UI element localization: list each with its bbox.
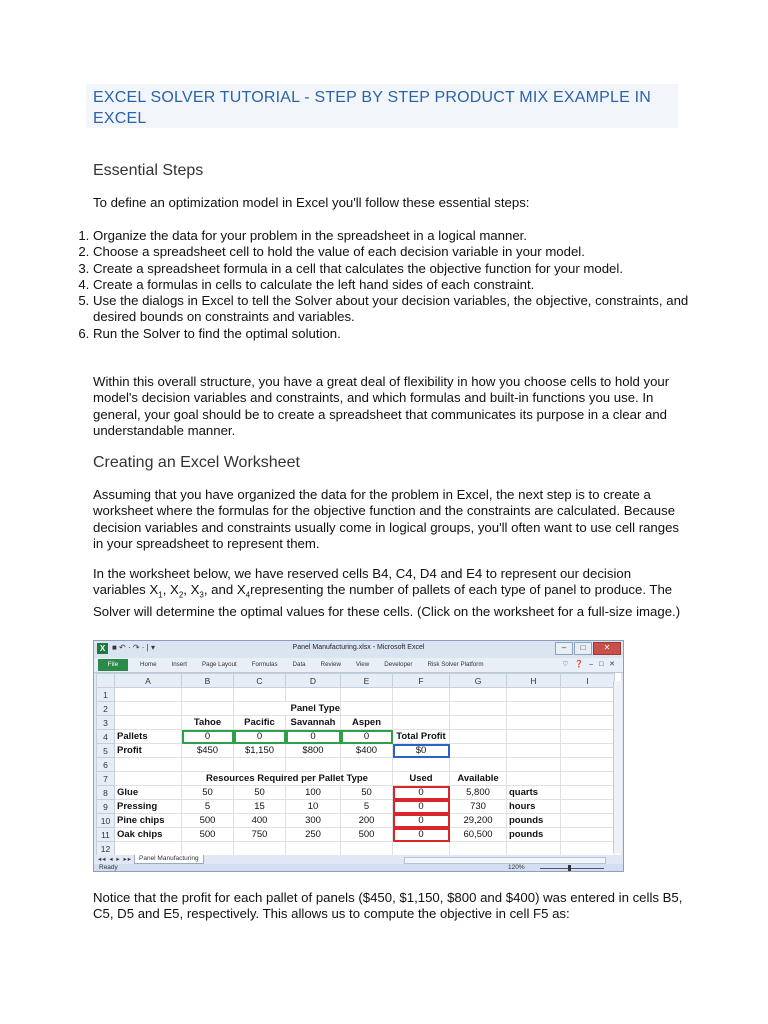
corner-cell: [97, 674, 115, 688]
cell: Pressing: [115, 800, 182, 814]
spreadsheet-grid: [96, 673, 621, 855]
ribbon-tab: Insert: [171, 661, 187, 668]
section-heading-worksheet: Creating an Excel Worksheet: [93, 454, 300, 471]
cell: 50: [182, 786, 234, 800]
worksheet-paragraph: Assuming that you have organized the data for the problem in Excel, the next step is to create a worksheet where the formulas for the objective function and the constraints are calculated. Because decision variables and constraints usually come in logical groups, you'll often want to use cell ranges in your spreadsheet to represent them.: [93, 487, 680, 551]
ribbon-tab: Risk Solver Platform: [427, 661, 484, 668]
cell: 50: [341, 786, 393, 800]
table-row: [97, 758, 615, 772]
cell: Total Profit: [393, 730, 450, 744]
cell: $800: [286, 744, 341, 758]
column-header: H: [507, 674, 561, 688]
cell: pounds: [507, 814, 561, 828]
cell-resources-header: Resources Required per Pallet Type: [182, 772, 393, 786]
row-header: 8: [97, 786, 115, 800]
column-header: E: [341, 674, 393, 688]
cell: 750: [234, 828, 286, 842]
row-header: 5: [97, 744, 115, 758]
table-row: [97, 842, 615, 856]
cell: $1,150: [234, 744, 286, 758]
zoom-level: 120%: [508, 864, 525, 871]
constraint-cell[interactable]: 0: [393, 828, 450, 842]
status-bar: [94, 864, 623, 872]
column-header: A: [115, 674, 182, 688]
cell: Oak chips: [115, 828, 182, 842]
steps-list: [57, 228, 719, 342]
ribbon-tab: View: [355, 661, 370, 668]
table-row: [97, 702, 615, 716]
cell: 29,200: [450, 814, 507, 828]
constraint-cell[interactable]: 0: [393, 786, 450, 800]
cell: $400: [341, 744, 393, 758]
cell: Profit: [115, 744, 182, 758]
row-header: 10: [97, 814, 115, 828]
cell: Pacific: [234, 716, 286, 730]
step-item: 3. Create a spreadsheet formula in a cell that calculates the objective function for your model.: [93, 261, 719, 277]
cell: $450: [182, 744, 234, 758]
sheet-tab[interactable]: Panel Manufacturing: [134, 855, 204, 864]
row-header: 1: [97, 688, 115, 702]
cell: 250: [286, 828, 341, 842]
sheet-tab-bar: [94, 855, 623, 864]
decision-cell[interactable]: 0: [341, 730, 393, 744]
constraint-cell[interactable]: 0: [393, 800, 450, 814]
page-title: EXCEL SOLVER TUTORIAL - STEP BY STEP PRODUCT MIX EXAMPLE IN EXCEL: [86, 84, 678, 128]
step-item: 6. Run the Solver to find the optimal solution.: [93, 326, 719, 342]
quick-access-toolbar: ■ ↶ · ↷ · | ▾: [112, 643, 155, 652]
decision-cell[interactable]: 0: [182, 730, 234, 744]
column-header: F: [393, 674, 450, 688]
ribbon-tab: Formulas: [251, 661, 278, 668]
step-item: 4. Create a formulas in cells to calculate the left hand sides of each constraint.: [93, 277, 719, 293]
decision-cell[interactable]: 0: [234, 730, 286, 744]
minimize-icon: –: [555, 642, 573, 655]
profit-paragraph: Notice that the profit for each pallet of panels ($450, $1,150, $800 and $400) was entered in cells B5, C5, D5 and E5, respectively. This allows us to compute the objective in cell F5 as:: [93, 890, 683, 922]
excel-logo-icon: X: [97, 643, 108, 654]
column-header: G: [450, 674, 507, 688]
table-row: [97, 786, 615, 800]
excel-ribbon: [94, 658, 623, 673]
cell: Used: [393, 772, 450, 786]
cell: hours: [507, 800, 561, 814]
cell: Tahoe: [182, 716, 234, 730]
table-row: [97, 688, 615, 702]
cell: 500: [341, 828, 393, 842]
cell: 100: [286, 786, 341, 800]
ribbon-help-icons: ♡ ❓ – □ ✕: [562, 661, 617, 668]
step-item: 2. Choose a spreadsheet cell to hold the value of each decision variable in your model.: [93, 244, 719, 260]
cell: 730: [450, 800, 507, 814]
step-item: 1. Organize the data for your problem in the spreadsheet in a logical manner.: [93, 228, 719, 244]
cell: 5: [341, 800, 393, 814]
cell: 400: [234, 814, 286, 828]
ribbon-tab: Review: [320, 661, 341, 668]
row-header: 7: [97, 772, 115, 786]
cell: Pine chips: [115, 814, 182, 828]
cell: 200: [341, 814, 393, 828]
excel-window-title: Panel Manufacturing.xlsx - Microsoft Excel: [292, 644, 425, 651]
table-row: [97, 730, 615, 744]
table-row: [97, 800, 615, 814]
column-header: C: [234, 674, 286, 688]
steps-intro: To define an optimization model in Excel you'll follow these essential steps:: [93, 195, 530, 210]
row-header: 11: [97, 828, 115, 842]
row-header: 4: [97, 730, 115, 744]
zoom-slider[interactable]: [540, 868, 604, 869]
table-row: [97, 828, 615, 842]
vertical-scrollbar[interactable]: [613, 681, 622, 853]
excel-title-bar: [94, 641, 623, 658]
table-row: [97, 716, 615, 730]
cell: Pallets: [115, 730, 182, 744]
cell: quarts: [507, 786, 561, 800]
ribbon-tab: Home: [140, 661, 157, 668]
row-header: 3: [97, 716, 115, 730]
cell: pounds: [507, 828, 561, 842]
decision-cell[interactable]: 0: [286, 730, 341, 744]
objective-cell[interactable]: $0: [393, 744, 450, 758]
column-header: D: [286, 674, 341, 688]
cell-panel-type: Panel Type: [234, 702, 341, 716]
cell: 5,800: [450, 786, 507, 800]
section-heading-essential-steps: Essential Steps: [93, 162, 204, 179]
row-header: 2: [97, 702, 115, 716]
cell: 5: [182, 800, 234, 814]
cell: 50: [234, 786, 286, 800]
row-header: 9: [97, 800, 115, 814]
close-icon: ✕: [593, 642, 621, 655]
table-row: [97, 772, 615, 786]
status-ready: Ready: [99, 864, 118, 871]
ribbon-tab: Data: [292, 661, 306, 668]
ribbon-tab: Page Layout: [202, 661, 237, 668]
cell: 15: [234, 800, 286, 814]
column-header: B: [182, 674, 234, 688]
zoom-slider-knob[interactable]: [568, 865, 571, 871]
cell: 500: [182, 828, 234, 842]
table-row: [97, 744, 615, 758]
cell: Glue: [115, 786, 182, 800]
excel-worksheet-image[interactable]: [93, 640, 624, 872]
horizontal-scrollbar[interactable]: [404, 857, 606, 864]
structure-paragraph: Within this overall structure, you have a great deal of flexibility in how you choose cells to hold your model's decision variables and constraints, and which formulas and built-in functions you use. In general, your goal should be to create a spreadsheet that communicates its purpose in a clear and understandable manner.: [93, 374, 670, 438]
file-tab: File: [98, 659, 128, 671]
cell: 500: [182, 814, 234, 828]
sheet-nav-arrows-icon[interactable]: ◂◂ ◂ ▸ ▸▸: [98, 856, 132, 863]
step-item: 5. Use the dialogs in Excel to tell the Solver about your decision variables, the objective, constraints, and desired bounds on constraints and variables.: [93, 293, 719, 326]
row-header: 6: [97, 758, 115, 772]
ribbon-tabs: [140, 661, 499, 668]
cell: 300: [286, 814, 341, 828]
decision-variables-paragraph: In the worksheet below, we have reserved cells B4, C4, D4 and E4 to represent our decision variables $X_1$, $X_2$, $X_3$, and $X_4representing$ the number of pallets of each type of panel to produce. The Solver will determine the optimal values for these cells. (Click on the worksheet for a full-size image.): [93, 566, 681, 620]
cell: Aspen: [341, 716, 393, 730]
table-row: [97, 814, 615, 828]
row-header: 12: [97, 842, 115, 856]
constraint-cell[interactable]: 0: [393, 814, 450, 828]
cell: 60,500: [450, 828, 507, 842]
window-buttons: [555, 642, 621, 655]
maximize-icon: □: [574, 642, 592, 655]
cell: Savannah: [286, 716, 341, 730]
spreadsheet-table: [96, 673, 615, 855]
ribbon-tab: Developer: [384, 661, 413, 668]
cell: 10: [286, 800, 341, 814]
column-header: I: [561, 674, 615, 688]
cell: Available: [450, 772, 507, 786]
